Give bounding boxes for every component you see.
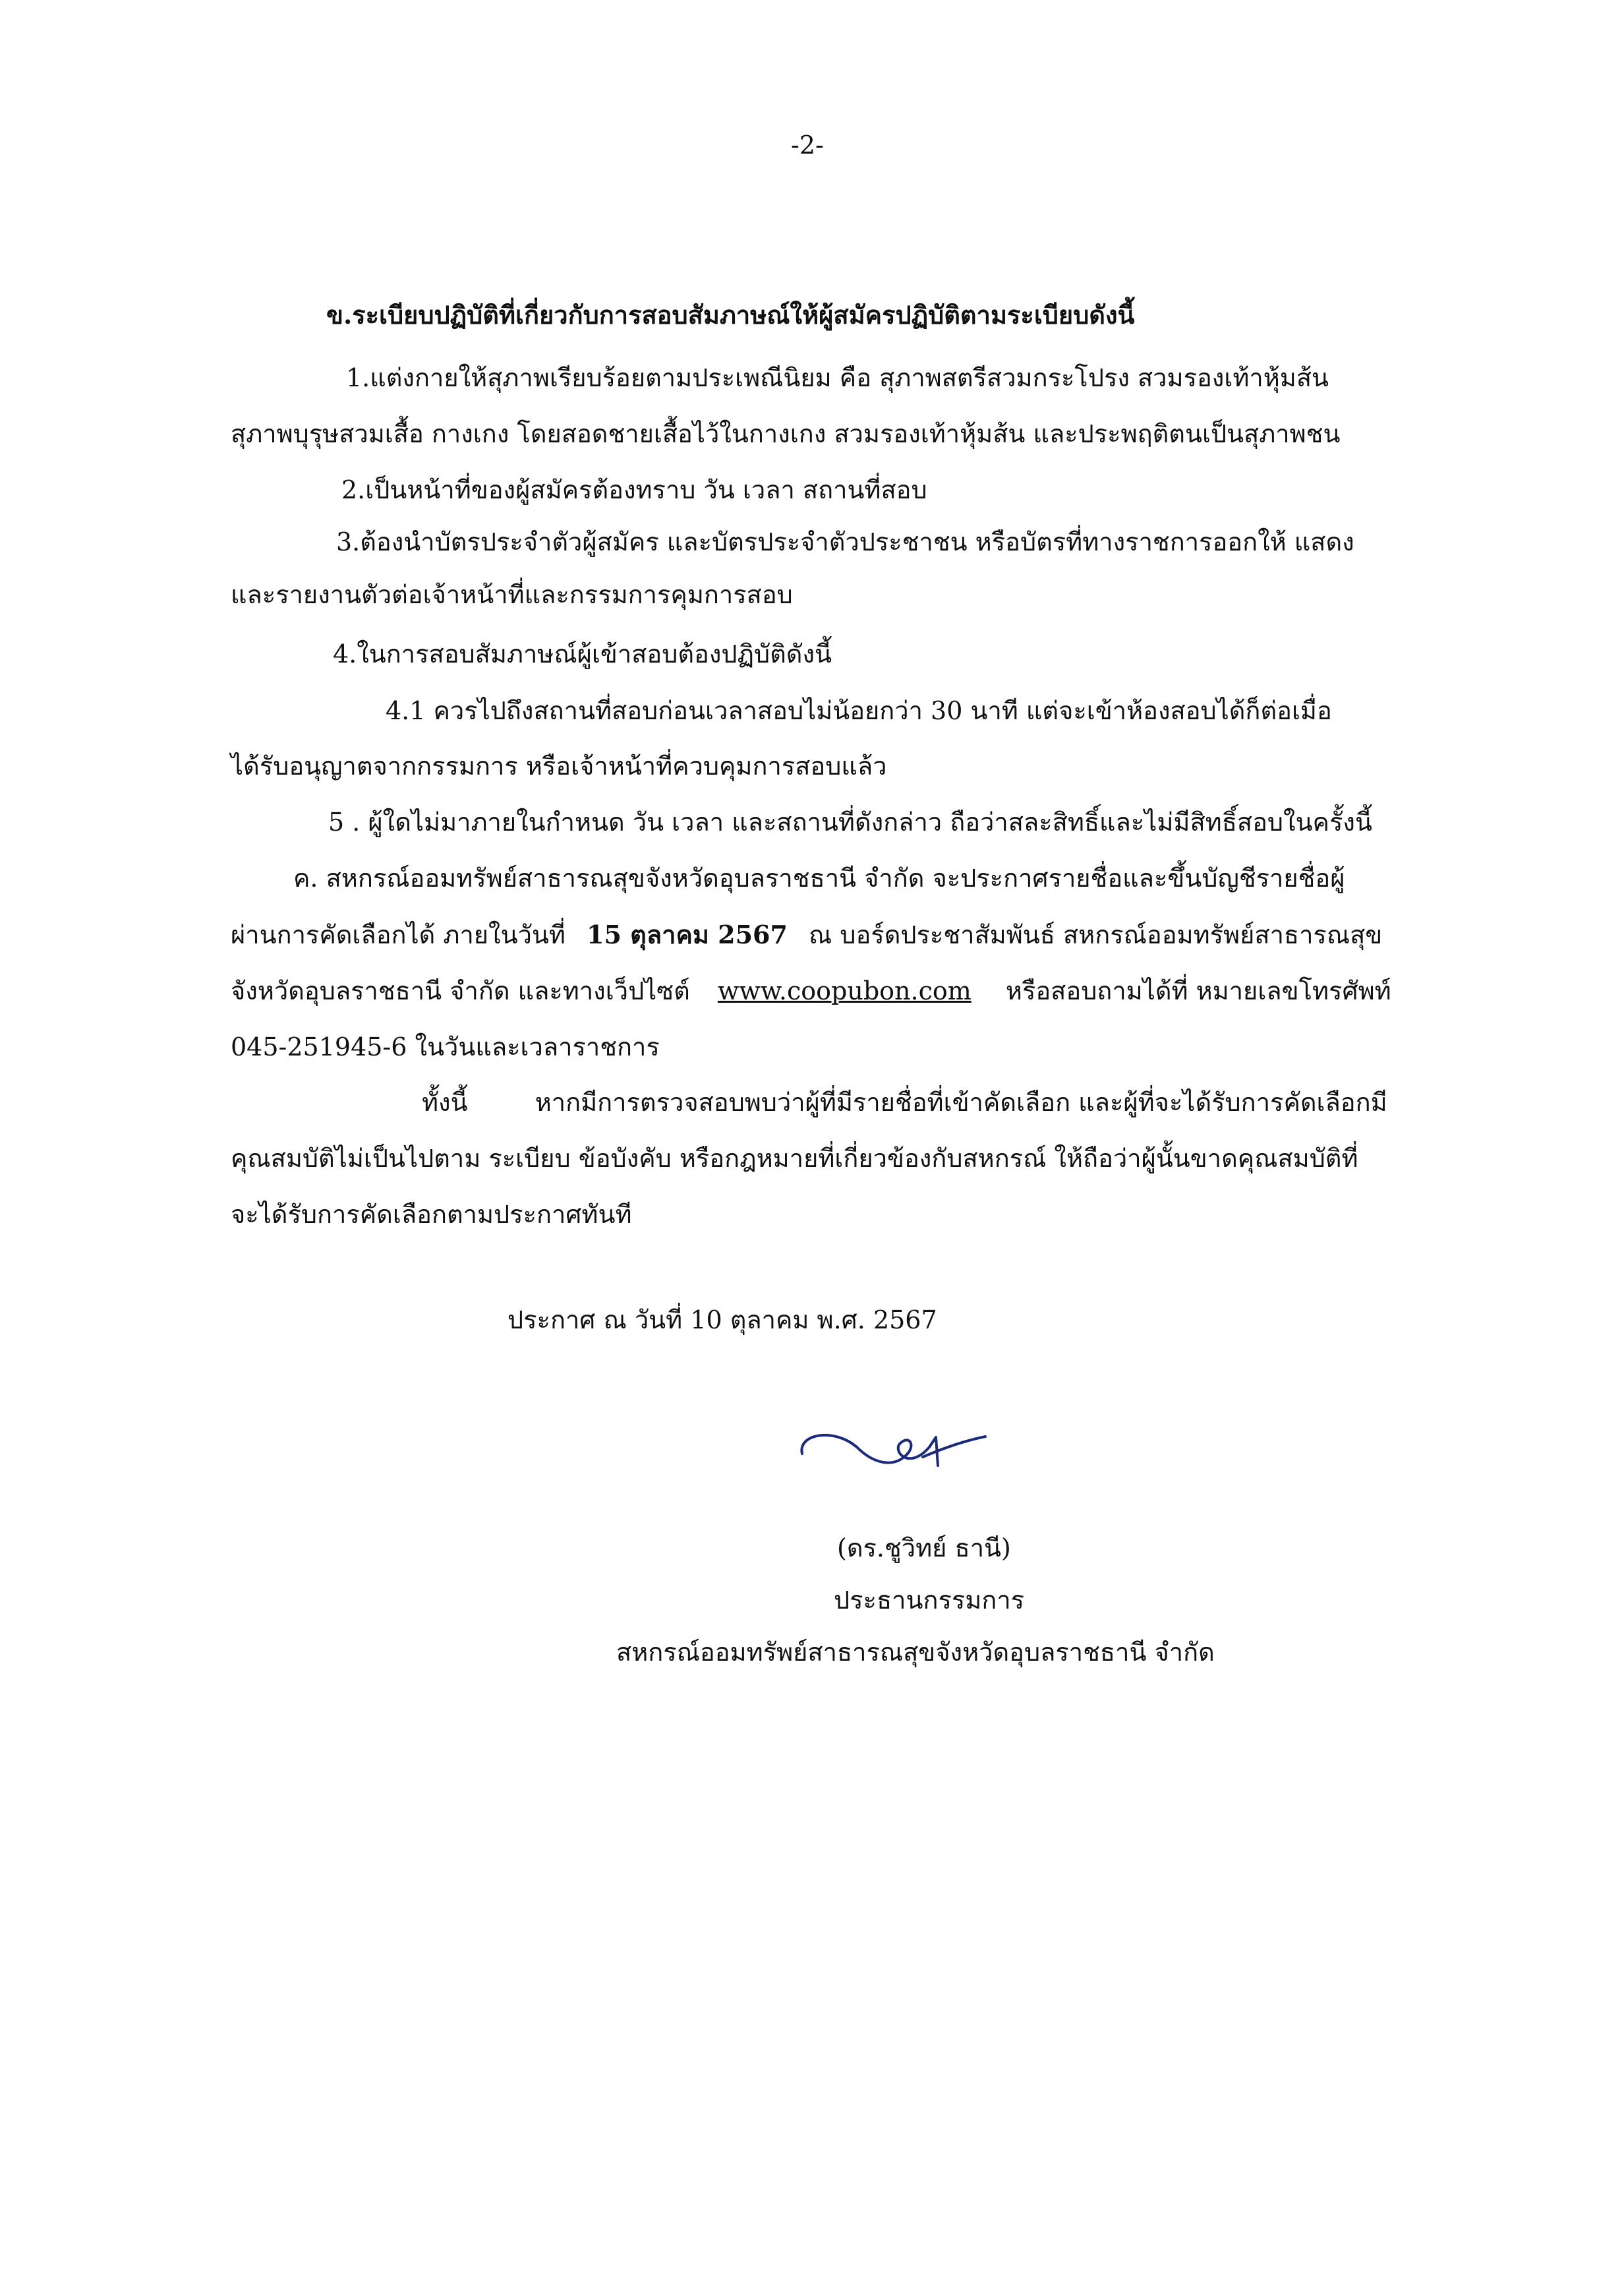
section-c-line3-text-a: จังหวัดอุบลราชธานี จำกัด และทางเว็ปไซต์ [231,976,690,1005]
section-b-heading: ข.ระเบียบปฏิบัติที่เกี่ยวกับการสอบสัมภาษณ์ให้ผู้สมัครปฏิบัติตามระเบียบดังนี้ [326,300,1135,330]
section-c-line2-text-a: ผ่านการคัดเลือกได้ ภายในวันที่ [231,920,566,949]
section-c-line2-text-b: ณ บอร์ดประชาสัมพันธ์ สหกรณ์ออมทรัพย์สาธารณสุข [809,920,1383,949]
signatory-name: (ดร.ชูวิทย์ ธานี) [837,1533,1011,1562]
section-b-item4-1-line2: ได้รับอนุญาตจากกรรมการ หรือเจ้าหน้าที่ควบคุมการสอบแล้ว [231,752,887,781]
signatory-title: ประธานกรรมการ [834,1586,1025,1615]
signature-stroke [801,1435,985,1466]
closing-line1 [422,1086,1387,1119]
section-c-line3-text-b: หรือสอบถามได้ที่ หมายเลขโทรศัพท์ [1005,976,1391,1005]
signatory-organization: สหกรณ์ออมทรัพย์สาธารณสุขจังหวัดอุบลราชธานี จำกัด [616,1638,1215,1667]
results-date: 15 ตุลาคม 2567 [587,920,788,949]
section-b-item1-line1: 1.แต่งกายให้สุภาพเรียบร้อยตามประเพณีนิยม คือ สุภาพสตรีสวมกระโปรง สวมรองเท้าหุ้มส้น [346,363,1329,392]
announcement-date: ประกาศ ณ วันที่ 10 ตุลาคม พ.ศ. 2567 [508,1305,937,1334]
closing-line2: คุณสมบัติไม่เป็นไปตาม ระเบียบ ข้อบังคับ หรือกฎหมายที่เกี่ยวข้องกับสหกรณ์ ให้ถือว่าผู้นั้นขาดคุณสมบัติที่ [231,1144,1358,1173]
section-b-item3-line2: และรายงานตัวต่อเจ้าหน้าที่และกรรมการคุมการสอบ [231,580,793,609]
section-b-item4-1-line1: 4.1 ควรไปถึงสถานที่สอบก่อนเวลาสอบไม่น้อยกว่า 30 นาที แต่จะเข้าห้องสอบได้ก็ต่อเมื่อ [386,696,1332,725]
section-c-line2 [231,918,1382,951]
section-b-item2: 2.เป็นหน้าที่ของผู้สมัครต้องทราบ วัน เวลา สถานที่สอบ [341,475,927,504]
section-c-line1: ค. สหกรณ์ออมทรัพย์สาธารณสุขจังหวัดอุบลราชธานี จำกัด จะประกาศรายชื่อและขึ้นบัญชีรายชื่อผู้ [293,864,1345,893]
closing-line1-lead: ทั้งนี้ [422,1088,468,1117]
website-link[interactable]: www.coopubon.com [717,976,972,1005]
section-c-line3 [231,974,1391,1007]
section-b-item5: 5 . ผู้ใดไม่มาภายในกำหนด วัน เวลา และสถานที่ดังกล่าว ถือว่าสละสิทธิ์และไม่มีสิทธิ์สอบในครั้งนี้ [328,808,1372,837]
page-number: -2- [791,131,824,160]
closing-line3: จะได้รับการคัดเลือกตามประกาศทันที [231,1200,632,1229]
section-c-line4: 045-251945-6 ในวันและเวลาราชการ [231,1032,660,1061]
section-b-item1-line2: สุภาพบุรุษสวมเสื้อ กางเกง โดยสอดชายเสื้อไว้ในกางเกง สวมรองเท้าหุ้มส้น และประพฤติตนเป็นสุภาพชน [231,419,1341,448]
section-b-item4: 4.ในการสอบสัมภาษณ์ผู้เข้าสอบต้องปฏิบัติดังนี้ [333,639,832,669]
section-b-item3-line1: 3.ต้องนำบัตรประจำตัวผู้สมัคร และบัตรประจำตัวประชาชน หรือบัตรที่ทางราชการออกให้ แสดง [336,527,1354,556]
closing-line1-text: หากมีการตรวจสอบพบว่าผู้ที่มีรายชื่อที่เข้าคัดเลือก และผู้ที่จะได้รับการคัดเลือกมี [535,1088,1387,1117]
signature [794,1408,992,1487]
